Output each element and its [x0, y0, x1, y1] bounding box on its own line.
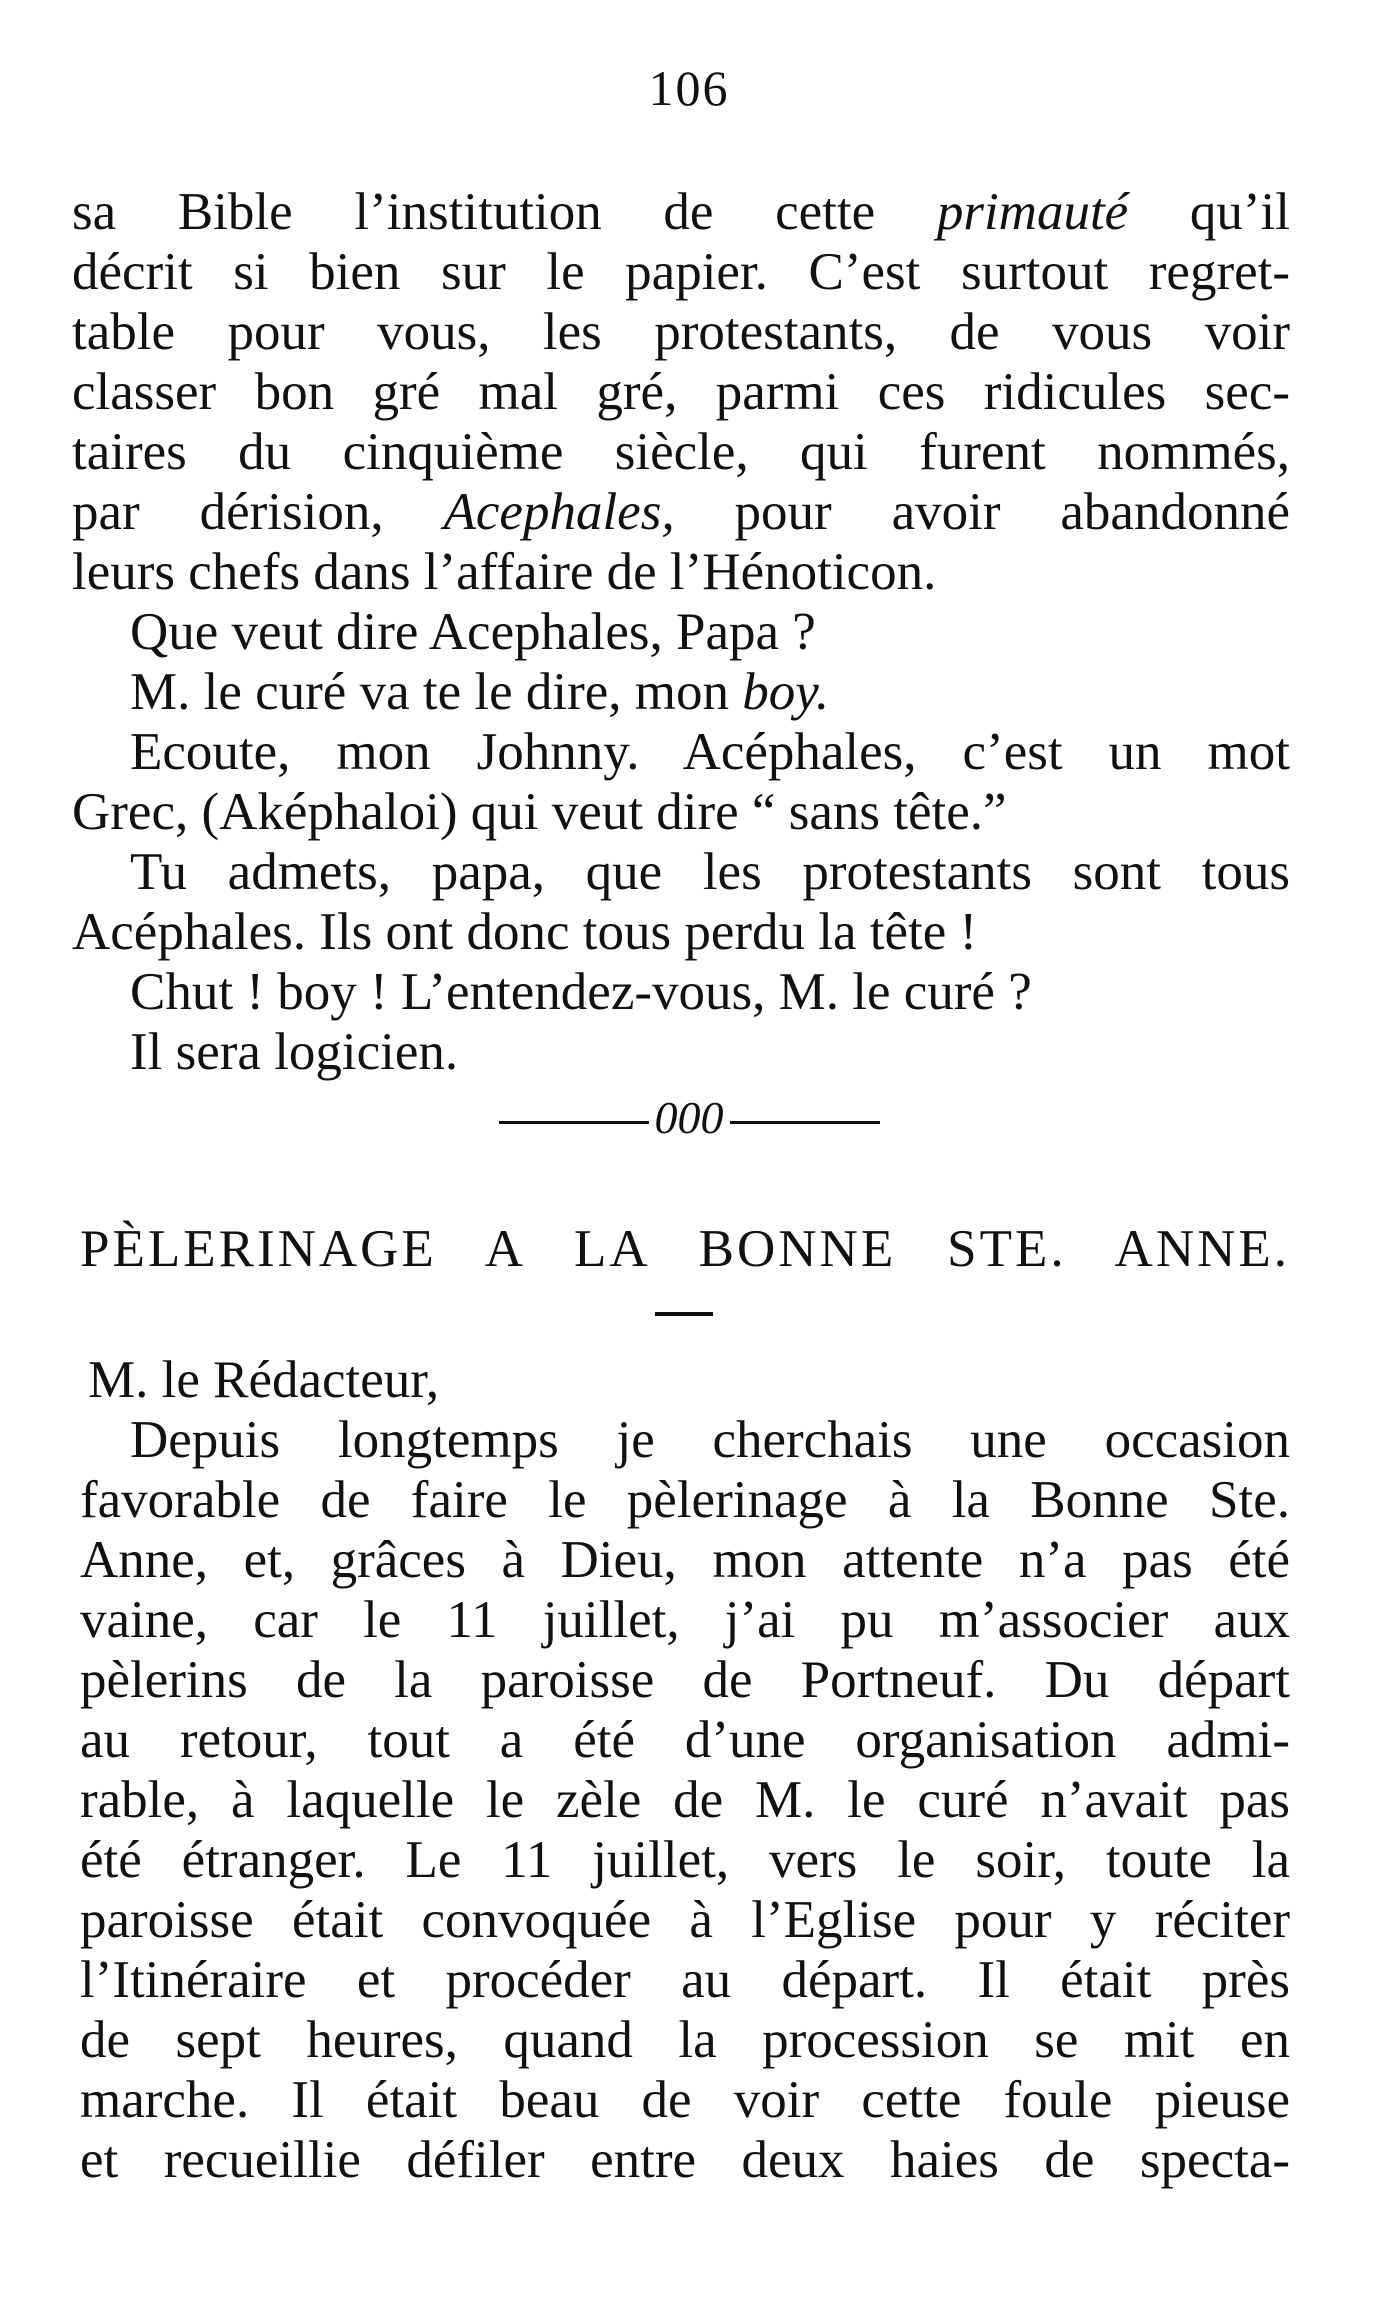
text-line: au retour, tout a été d’une organisation admi-: [80, 1711, 1290, 1769]
text-line: rable, à laquelle le zèle de M. le curé n’avait pas: [80, 1771, 1290, 1829]
text-line: de sept heures, quand la procession se mit en: [80, 2011, 1290, 2069]
text-line: Acéphales. Ils ont donc tous perdu la tête !: [72, 903, 978, 961]
separator-rule-right: [730, 1121, 880, 1124]
text-line: Tu admets, papa, que les protestants sont tous: [130, 843, 1290, 901]
text-line: M. le curé va te le dire, mon boy.: [130, 663, 830, 721]
section-separator: [0, 1090, 1378, 1146]
text-line: sa Bible l’institution de cette primauté qu’il: [72, 183, 1290, 241]
text-line: Ecoute, mon Johnny. Acéphales, c’est un mot: [130, 723, 1290, 781]
heading-rule: [655, 1312, 713, 1316]
text-line: marche. Il était beau de voir cette foule pieuse: [80, 2071, 1290, 2129]
text-line: Grec, (Aképhaloi) qui veut dire “ sans tête.”: [72, 783, 1007, 841]
text-line: leurs chefs dans l’affaire de l’Hénoticon.: [72, 543, 937, 601]
text-line: favorable de faire le pèlerinage à la Bonne Ste.: [80, 1471, 1290, 1529]
text-line: par dérision, Acephales, pour avoir abandonné: [72, 483, 1290, 541]
salutation: M. le Rédacteur,: [88, 1351, 440, 1409]
text-line: classer bon gré mal gré, parmi ces ridicules sec-: [72, 363, 1290, 421]
page-number: 106: [648, 60, 730, 116]
text-line: pèlerins de la paroisse de Portneuf. Du départ: [80, 1651, 1290, 1709]
text-line: table pour vous, les protestants, de vous voir: [72, 303, 1290, 361]
text-line: paroisse était convoquée à l’Eglise pour y réciter: [80, 1891, 1290, 1949]
text-line: Chut ! boy ! L’entendez-vous, M. le curé ?: [130, 963, 1032, 1021]
text-line: Que veut dire Acephales, Papa ?: [130, 603, 816, 661]
text-line: l’Itinéraire et procéder au départ. Il était près: [80, 1951, 1290, 2009]
separator-text: 000: [654, 1092, 724, 1143]
section-heading: PÈLERINAGE A LA BONNE STE. ANNE.: [80, 1220, 1290, 1278]
text-line: vaine, car le 11 juillet, j’ai pu m’associer aux: [80, 1591, 1290, 1649]
text-line: taires du cinquième siècle, qui furent nommés,: [72, 423, 1290, 481]
text-line: et recueillie défiler entre deux haies de specta-: [80, 2131, 1290, 2189]
text-line: décrit si bien sur le papier. C’est surtout regret-: [72, 243, 1290, 301]
text-line: été étranger. Le 11 juillet, vers le soir, toute la: [80, 1831, 1290, 1889]
separator-rule-left: [499, 1121, 649, 1124]
text-line: Depuis longtemps je cherchais une occasion: [130, 1411, 1290, 1469]
text-line: Il sera logicien.: [130, 1023, 459, 1081]
text-line: Anne, et, grâces à Dieu, mon attente n’a pas été: [80, 1531, 1290, 1589]
